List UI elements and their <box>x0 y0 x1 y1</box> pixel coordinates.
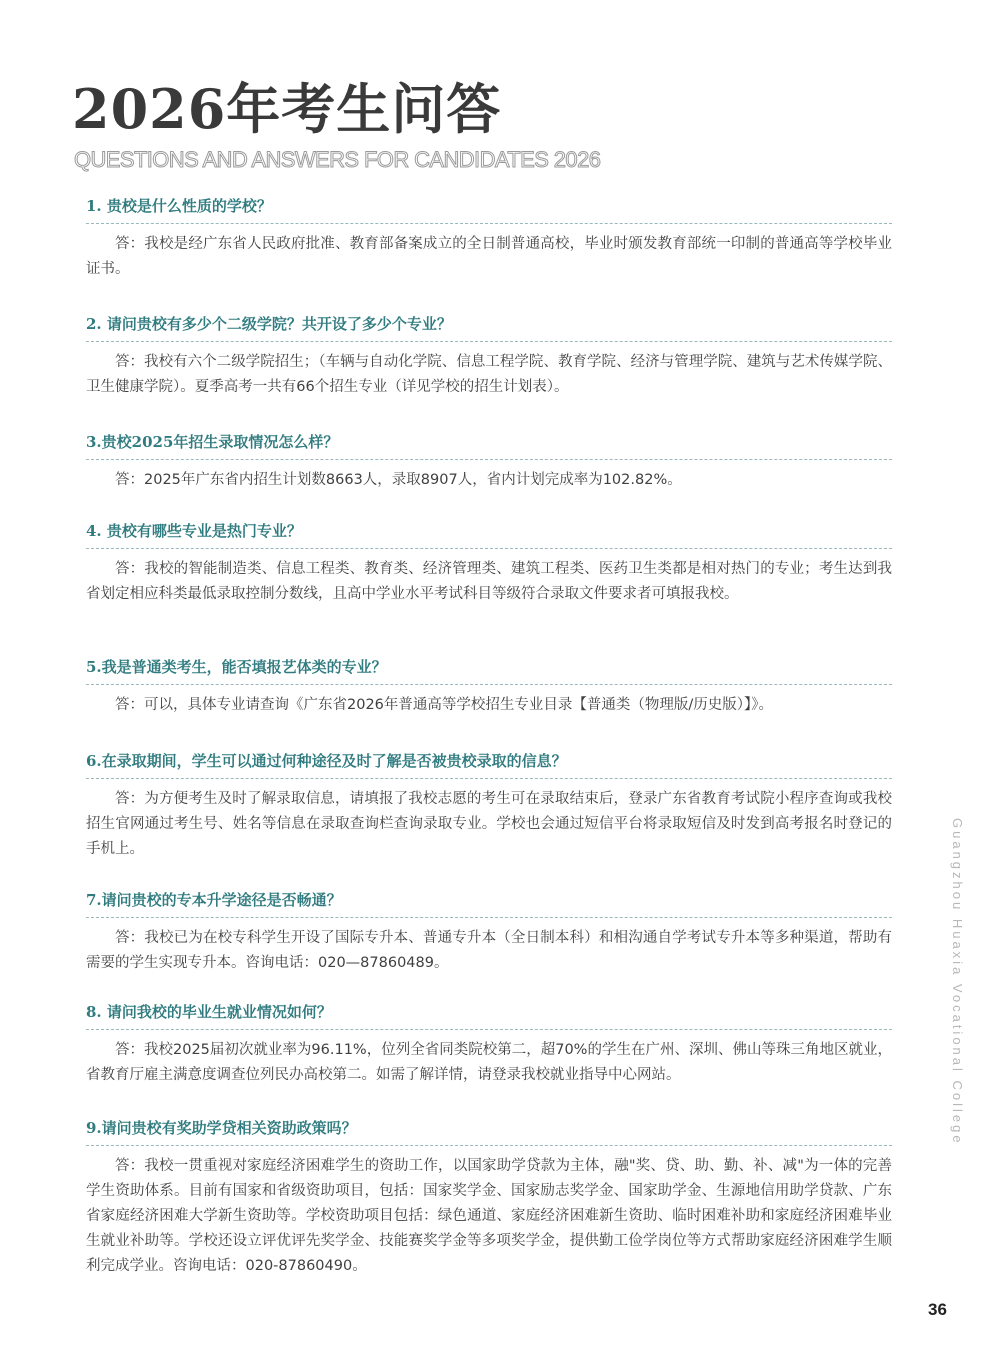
question-6: 6.在录取期间，学生可以通过何种途径及时了解是否被贵校录取的信息？ <box>86 750 892 779</box>
question-5: 5.我是普通类考生，能否填报艺体类的专业？ <box>86 656 892 685</box>
answer-1: 答：我校是经广东省人民政府批准、教育部备案成立的全日制普通高校，毕业时颁发教育部统一印制的普通高等学校毕业证书。 <box>86 236 892 277</box>
question-1: 1. 贵校是什么性质的学校？ <box>86 195 892 224</box>
answer-8: 答：我校2025届初次就业率为96.11%，位列全省同类院校第二，超70%的学生在广州、深圳、佛山等珠三角地区就业，省教育厅雇主满意度调查位列民办高校第二。如需了解详情，请登录我校就业指导中心网站。 <box>86 1042 892 1083</box>
qa-item-3 <box>86 431 892 493</box>
qa-item-5 <box>86 656 892 718</box>
question-4: 4. 贵校有哪些专业是热门专业？ <box>86 520 892 549</box>
question-2: 2. 请问贵校有多少个二级学院？共开设了多少个专业？ <box>86 313 892 342</box>
question-9: 9.请问贵校有奖助学贷相关资助政策吗？ <box>86 1117 892 1146</box>
answer-3: 答：2025年广东省内招生计划数8663人，录取8907人，省内计划完成率为102.82%。 <box>115 472 682 488</box>
qa-item-6 <box>86 750 892 862</box>
qa-item-2 <box>86 313 892 400</box>
page-subtitle: QUESTIONS AND ANSWERS FOR CANDIDATES 2026 <box>74 147 601 172</box>
college-name-vertical: Guangzhou Huaxia Vocational College <box>950 818 965 1146</box>
answer-2: 答：我校有六个二级学院招生；（车辆与自动化学院、信息工程学院、教育学院、经济与管理学院、建筑与艺术传媒学院、卫生健康学院）。夏季高考一共有66个招生专业（详见学校的招生计划表）。 <box>86 354 892 395</box>
qa-item-8 <box>86 1001 892 1088</box>
qa-item-9 <box>86 1117 892 1279</box>
qa-item-7 <box>86 889 892 976</box>
qa-item-1 <box>86 195 892 282</box>
question-7: 7.请问贵校的专本升学途径是否畅通？ <box>86 889 892 918</box>
qa-item-4 <box>86 520 892 607</box>
page-title: 2026年考生问答 <box>72 77 502 141</box>
answer-4: 答：我校的智能制造类、信息工程类、教育类、经济管理类、建筑工程类、医药卫生类都是相对热门的专业；考生达到我省划定相应科类最低录取控制分数线，且高中学业水平考试科目等级符合录取文件要求者可填报我校。 <box>86 561 892 602</box>
answer-7: 答：我校已为在校专科学生开设了国际专升本、普通专升本（全日制本科）和相沟通自学考试专升本等多种渠道，帮助有需要的学生实现专升本。咨询电话：020—87860489。 <box>86 930 892 971</box>
page-number: 36 <box>928 1300 947 1319</box>
answer-5: 答：可以，具体专业请查询《广东省2026年普通高等学校招生专业目录【普通类（物理版/历史版）】》。 <box>115 697 774 713</box>
question-3: 3.贵校2025年招生录取情况怎么样？ <box>86 431 892 460</box>
question-8: 8. 请问我校的毕业生就业情况如何？ <box>86 1001 892 1030</box>
answer-9: 答：我校一贯重视对家庭经济困难学生的资助工作，以国家助学贷款为主体，融"奖、贷、助、勤、补、减"为一体的完善学生资助体系。目前有国家和省级资助项目，包括：国家奖学金、国家励志奖学金、国家助学金、生源地信用助学贷款、广东省家庭经济困难大学新生资助等。学校资助项目包括：绿色通道、家庭经济困难新生资助、临时困难补助和家庭经济困难毕业生就业补助等。学校还设立评优评先奖学金、技能赛奖学金等多项奖学金，提供勤工俭学岗位等方式帮助家庭经济困难学生顺利完成学业。咨询电话：020-87860490。 <box>86 1158 892 1274</box>
answer-6: 答：为方便考生及时了解录取信息，请填报了我校志愿的考生可在录取结束后，登录广东省教育考试院小程序查询或我校招生官网通过考生号、姓名等信息在录取查询栏查询录取专业。学校也会通过短信平台将录取短信及时发到高考报名时登记的手机上。 <box>86 791 892 857</box>
